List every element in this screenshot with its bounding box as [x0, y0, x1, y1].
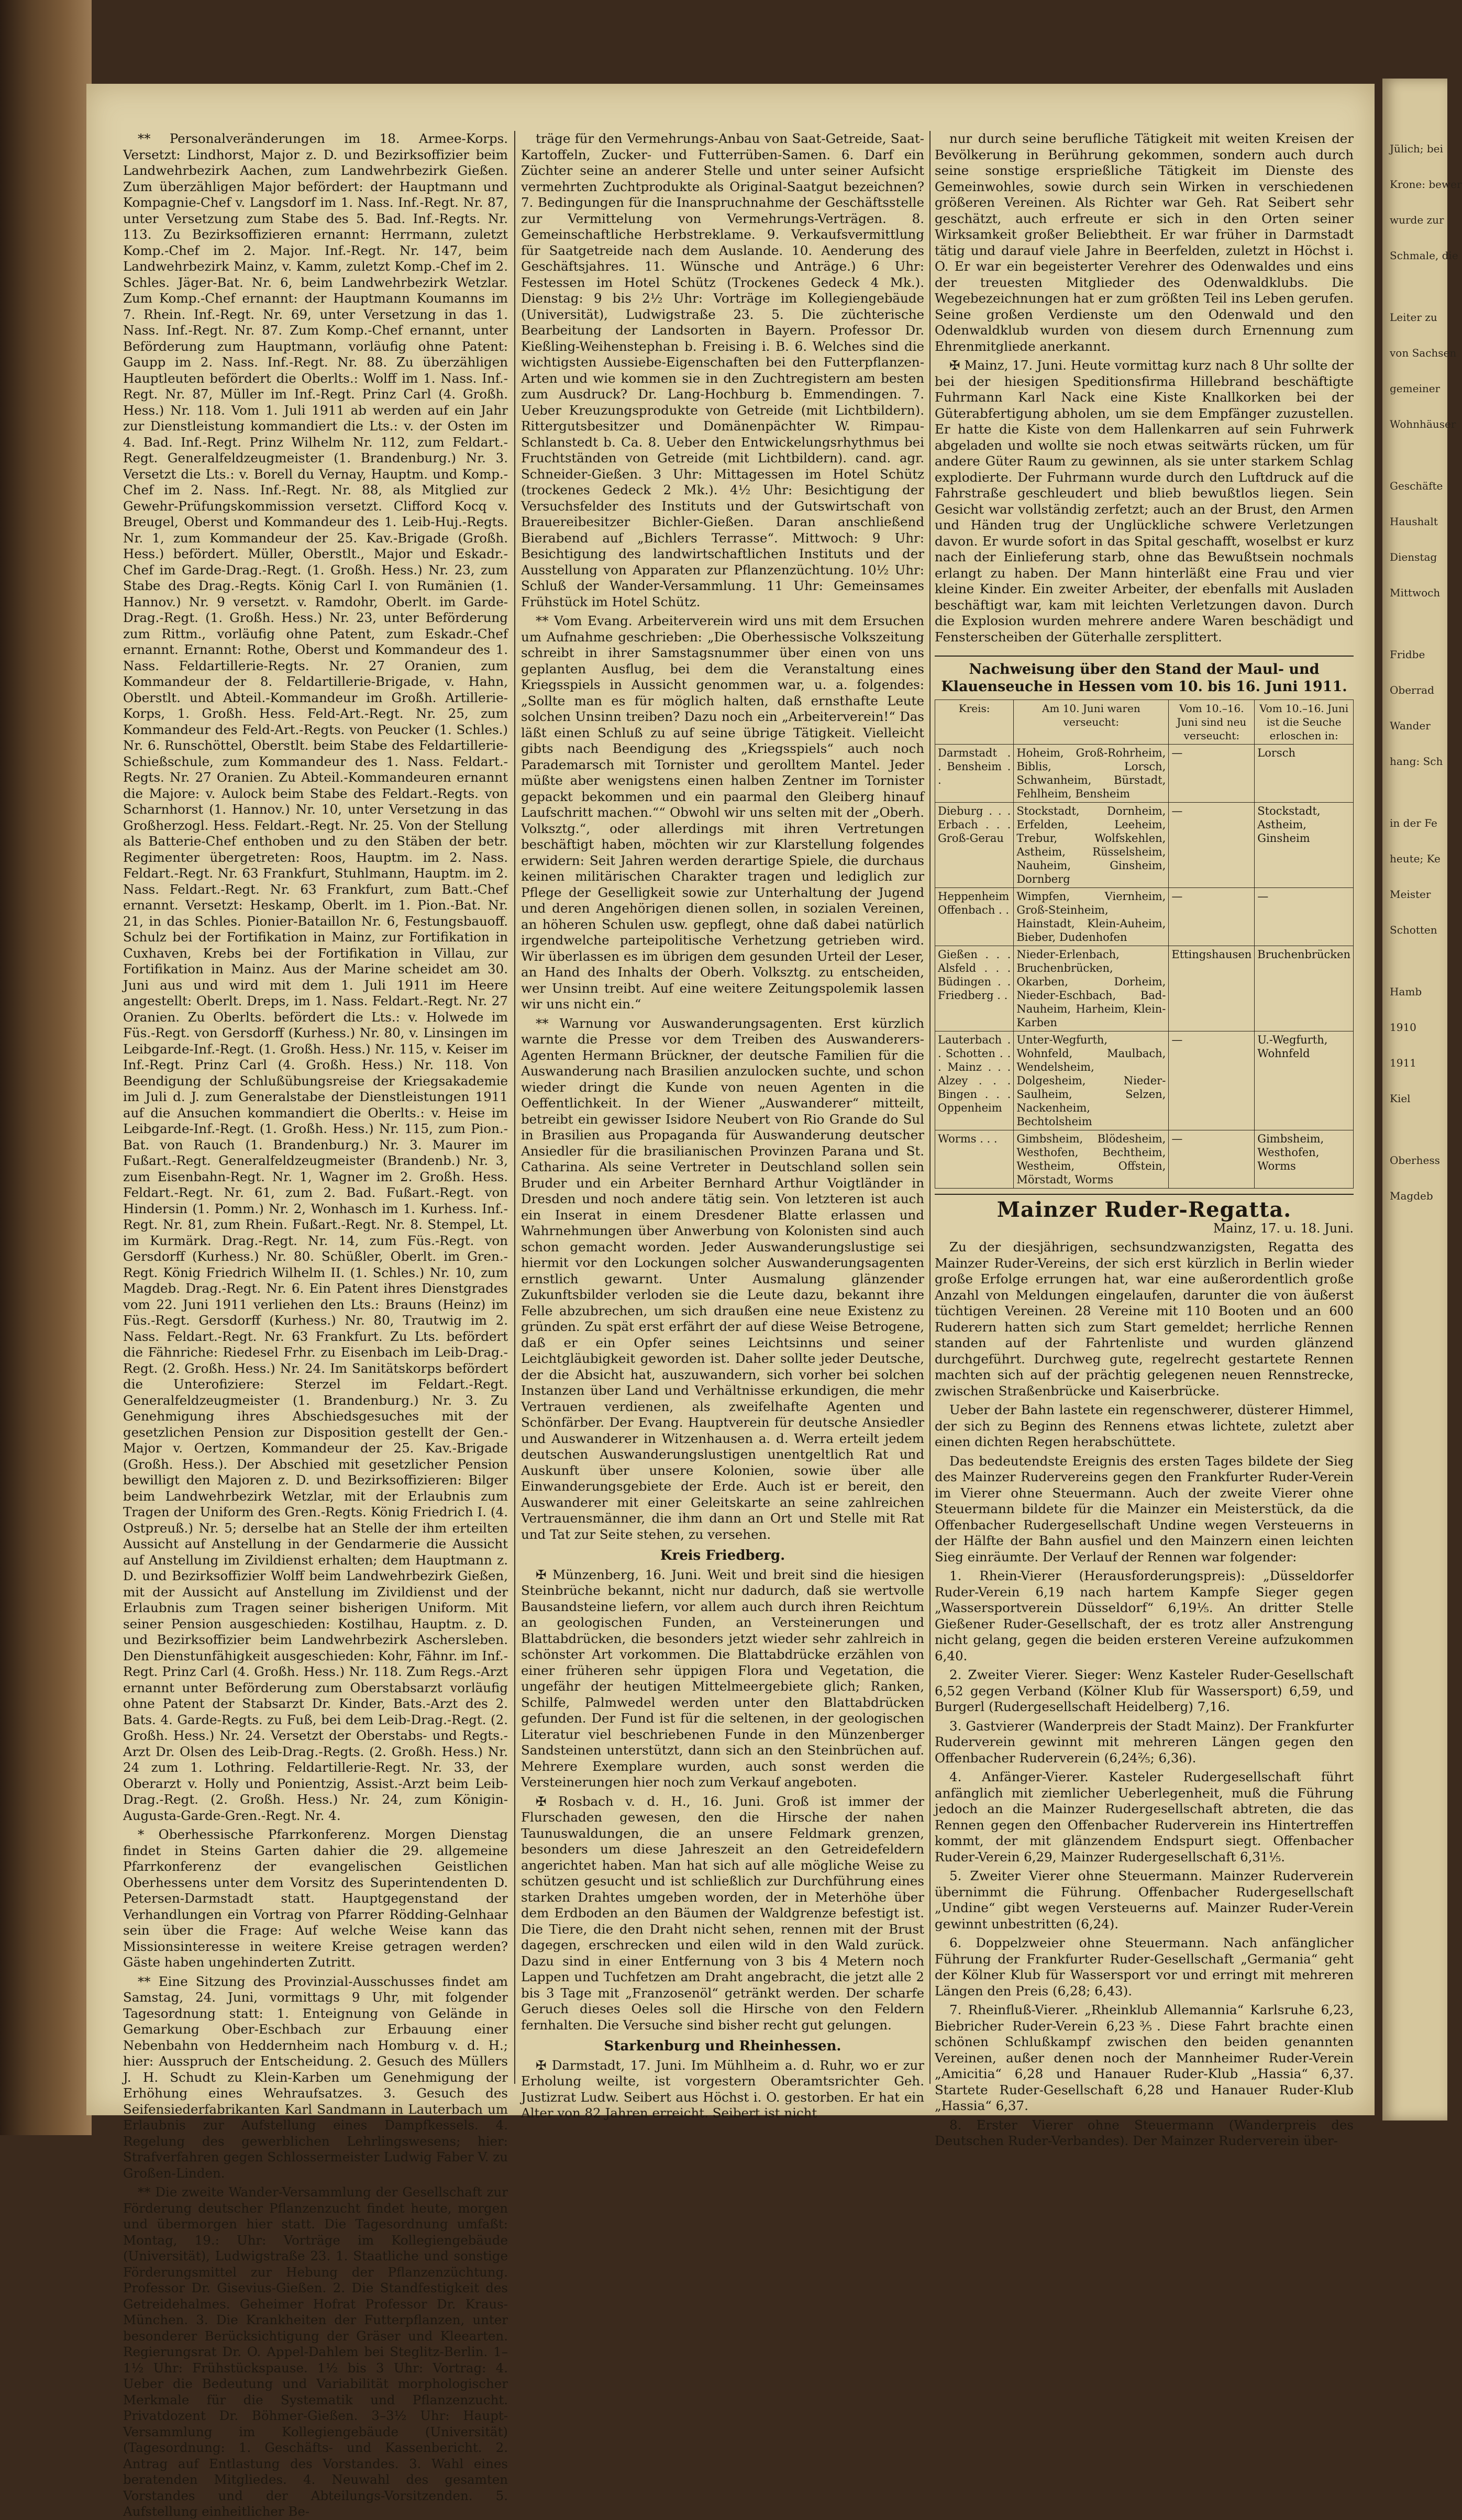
article-regatta: 7. Rheinfluß-Vierer. „Rheinklub Allemannia“ Karlsruhe 6,23, Biebricher Ruder-Verein 6,23⅗. Diese Fahrt brachte einen schönen Schlußkampf zwischen den beiden genannten Vereinen, außer denen noch der Mannheimer Ruder-Verein „Amicitia“ 6,28 und Hanauer Ruder-Klub „Hassia“ 6,37. Startete Ruder-Gesellschaft 6,28 und Hanauer Ruder-Klub „Hassia“ 6,37. — [935, 2002, 1354, 2113]
adjacent-page-line: Jülich; bei — [1390, 142, 1443, 155]
adjacent-page-line: Schotten — [1390, 924, 1437, 936]
table-header: Vom 10.–16. Juni sind neu verseucht: — [1169, 700, 1255, 745]
article-regatta: 1. Rhein-Vierer (Herausforderungspreis): „Düsseldorfer Ruder-Verein 6,19 nach hartem Kampfe Sieger gegen „Wassersportverein Düsseldorf“ 6,19⅕. An dritter Stelle Gießener Ruder-Gesellschaft, der es trotz aller Anstrengung nicht gelang, gegen die beiden ersteren Vereine aufzukommen 6,40. — [935, 1568, 1354, 1663]
adjacent-page-line: Oberrad — [1390, 684, 1434, 696]
table-cell: Gießen . . . Alsfeld . . . Büdingen . . Friedberg . . — [935, 946, 1014, 1031]
table-cell: Stockstadt, Astheim, Ginsheim — [1255, 803, 1354, 888]
article-muenzenberg: ✠ Münzenberg, 16. Juni. Weit und breit sind die hiesigen Steinbrüche bekannt, nicht nur dadurch, daß sie wertvolle Bausandsteine liefern, vor allem auch durch ihren Reichtum an geologischen Funden, an Versteinerungen und Blattabdrücken, die besonders jetzt wieder sehr zahlreich in schönster Art vorkommen. Die Blattabdrücke erzählen von einer früheren sehr üppigen Flora und Vegetation, die ungefähr der heutigen Mittelmeergebiete glich; Ranken, Schilfe, Palmwedel werden unter den Blattabdrücken gefunden. Der Fund ist für die seltenen, in der geologischen Literatur viel beschriebenen Funde in den Münzenberger Sandsteinen unterstützt, dann sich an den Steinbrüchen auf. Mehrere Exemplare wurden, auch sonst werden die Versteinerungen hier noch zum Verkauf angeboten. — [521, 1567, 924, 1790]
table-cell: — — [1169, 1130, 1255, 1189]
table-header: Vom 10.–16. Juni ist die Seuche erloschen in: — [1255, 700, 1354, 745]
column-2 — [521, 131, 924, 2121]
article-regatta: 5. Zweiter Vierer ohne Steuermann. Mainzer Ruderverein übernimmt die Führung. Offenbacher Rudergesellschaft „Undine“ gibt wegen Versteuerns auf. Mainzer Ruder-Verein gewinnt unbestritten (6,24). — [935, 1868, 1354, 1931]
table-row — [935, 803, 1354, 888]
section-heading-kreis-friedberg: Kreis Friedberg. — [660, 1548, 785, 1563]
adjacent-page-line: wurde zur — [1390, 214, 1444, 226]
article-mainz-explosion: ✠ Mainz, 17. Juni. Heute vormittag kurz nach 8 Uhr sollte der bei der hiesigen Speditionsfirma Hillebrand beschäftigte Fuhrmann Karl Nack eine Kiste Knallkorken bei der Güterabfertigung abholen, um sie dem Empfänger zuzustellen. Er hatte die Kiste von dem Hallenkarren auf sein Fuhrwerk abgeladen und wollte sie noch etwas seitwärts rücken, um für andere Güter Raum zu gewinnen, als sie unter starkem Schlag explodierte. Der Fuhrmann wurde durch den Luftdruck auf die Fahrstraße geschleudert und blieb bewußtlos liegen. Sein Gesicht war vollständig zerfetzt; auch an der Brust, den Armen und Händen trug der Unglückliche schwere Verletzungen davon. Er wurde sofort in das Spital geschafft, woselbst er kurz nach der Einlieferung starb, ohne das Bewußtsein nochmals erlangt zu haben. Der Mann hinterläßt eine Frau und vier kleine Kinder. Ein zweiter Arbeiter, der ebenfalls mit Ausladen beschäftigt war, kam mit leichten Verletzungen davon. Durch die Explosion wurden mehrere andere Waren beschädigt und Fensterscheiben der Güterhalle zersplittert. — [935, 358, 1354, 645]
table-cell: — — [1169, 745, 1255, 803]
article-darmstadt: ✠ Darmstadt, 17. Juni. Im Mühlheim a. d. Ruhr, wo er zur Erholung weilte, ist vorgestern Oberamtsrichter Geh. Justizrat Ludw. Seibert aus Höchst i. O. gestorben. Er hat ein Alter von 82 Jahren erreicht. Seibert ist nicht — [521, 2057, 924, 2121]
table-cell: Bruchenbrücken — [1255, 946, 1354, 1031]
section-heading-regatta: Mainzer Ruder-Regatta. — [996, 1197, 1292, 1222]
table-cell: Ettingshausen — [1169, 946, 1255, 1031]
table-cell: Lorsch — [1255, 745, 1354, 803]
article-pfarrkonferenz: * Oberhessische Pfarrkonferenz. Morgen Dienstag findet in Steins Garten dahier die 29. allgemeine Pfarrkonferenz der evangelischen Geistlichen Oberhessens unter dem Vorsitz des Superintendenten D. Petersen-Darmstadt statt. Hauptgegenstand der Verhandlungen ein Vortrag von Pfarrer Rödding-Gelnhaar sein über die Frage: Auf welche Weise kann das Missionsinteresse in weitere Kreise getragen werden? Gäste haben ungehinderten Zutritt. — [123, 1827, 508, 1970]
section-heading-starkenburg: Starkenburg und Rheinhessen. — [604, 2038, 841, 2054]
adjacent-page-edge — [1382, 79, 1462, 2121]
adjacent-page-line: in der Fe — [1390, 817, 1437, 829]
article-darmstadt-cont: nur durch seine berufliche Tätigkeit mit weiten Kreisen der Bevölkerung in Berührung gekommen, sondern auch durch seine sonstige ersprießliche Tätigkeit im Dienste des Gemeinwohles, sowie durch sein Wirken in verschiedenen größeren Vereinen. Als Richter war Geh. Rat Seibert sehr geschätzt, auch erfreute er sich in den Orten seiner Wirksamkeit großer Beliebtheit. Er war früher in Darmstadt tätig und darauf viele Jahre in Beerfelden, zuletzt in Höchst i. O. Er war ein begeisterter Verehrer des Odenwaldes und eins der treuesten Mitglieder des Odenwaldklubs. Die Wegebezeichnungen hat er zum größten Teil ins Leben gerufen. Seine großen Verdienste um den Odenwald und den Odenwaldklub wurden von diesem durch Ernennung zum Ehrenmitgliede anerkannt. — [935, 131, 1354, 354]
adjacent-page-line: Meister — [1390, 888, 1431, 901]
table-cell: Gimbsheim, Westhofen, Worms — [1255, 1130, 1354, 1189]
adjacent-page-line: 1911 — [1390, 1057, 1416, 1069]
table-cell: Dieburg . . . Erbach . . . Groß-Gerau — [935, 803, 1014, 888]
adjacent-page-line: Schmale, die — [1390, 249, 1458, 262]
article-auswanderungsagenten: ** Warnung vor Auswanderungsagenten. Erst kürzlich warnte die Presse vor dem Treiben des Auswanderers-Agenten Hermann Brückner, der deutsche Familien für die Auswanderung nach Brasilien anzulocken suchte, und schon wieder dringt die Kunde von neuen Agenten in die Oeffentlichkeit. In der Wiener „Auswanderer“ mitteilt, betreibt ein gewisser Isidore Neubert von Rio Grande do Sul in Brasilien aus Propaganda für Auswanderung deutscher Ansiedler für die brasilianischen Provinzen Parana und St. Catharina. Als seine Vertreter in Deutschland sollen sein Bruder und ein Arbeiter Bernhard Arthur Voigtländer in Dresden und noch andere tätig sein. Von letzteren ist auch ein Inserat in einem Dresdener Blatte erlassen und Wahrnehmungen über Anwerbung von Kolonisten sind auch schon gemacht worden. Jeder Auswanderungslustige sei hiermit vor den Lockungen solcher Auswanderungsagenten ernstlich gewarnt. Unter Ausmalung glänzender Zukunftsbilder verloden sie die Leute dazu, bekannt ihre Felle abzubrechen, um sich draußen eine neue Existenz zu gründen. Zu spät erst erfährt der auf diese Weise Betrogene, daß er ein Opfer seines Leichtsinns und seiner Leichtgläubigkeit geworden ist. Daher sollte jeder Deutsche, der die Absicht hat, auszuwandern, sich vorher bei solchen Instanzen über Land und Verhältnisse erkundigen, die mehr Vertrauen verdienen, als zweifelhafte Agenten und Schönfärber. Der Evang. Hauptverein für deutsche Ansiedler und Auswanderer in Witzenhausen a. d. Werra erteilt jedem deutschen Auswanderungslustigen unentgeltlich Rat und Auskunft über unsere Kolonien, sowie über alle Einwanderungsgebiete der Erde. Auch ist er bereit, den Auswanderer mit einer Geleitskarte an seine zahlreichen Vertrauensmänner, die ihm dann an Ort und Stelle mit Rat und Tat zur Seite stehen, zu versehen. — [521, 1015, 924, 1542]
column-1 — [123, 131, 508, 2519]
regatta-dateline: Mainz, 17. u. 18. Juni. — [1213, 1220, 1354, 1236]
article-regatta: Ueber der Bahn lastete ein regenschwerer, düsterer Himmel, der sich zu Beginn des Rennens etwas lichtete, zuletzt aber einen dichten Regen herabschüttete. — [935, 1402, 1354, 1449]
table-row — [935, 745, 1354, 803]
adjacent-page-line: Hamb — [1390, 985, 1422, 998]
article-personal: ** Personalveränderungen im 18. Armee-Korps. Versetzt: Lindhorst, Major z. D. und Bezirksoffizier beim Landwehrbezirk Aachen, zum Landwehrbezirk Gießen. Zum überzähligen Major befördert: der Hauptmann und Kompagnie-Chef v. Langsdorf im 1. Nass. Inf.-Regt. Nr. 87, unter Versetzung zum Stabe des 5. Bad. Inf.-Regts. Nr. 113. Zu Bezirksoffizieren ernannt: Herrmann, zuletzt Komp.-Chef im 2. Major. Inf.-Regt. Nr. 147, beim Landwehrbezirk Mainz, v. Kamm, zuletzt Komp.-Chef im 2. Schles. Jäger-Bat. Nr. 6, beim Landwehrbezirk Wetzlar. Zum Komp.-Chef ernannt: der Hauptmann Koumanns im 7. Rhein. Inf.-Regt. Nr. 69, unter Versetzung in das 1. Nass. Inf.-Regt. Nr. 87. Zum Komp.-Chef ernannt, unter Beförderung zum Hauptmann, vorläufig ohne Patent: Gaupp im 2. Nass. Inf.-Regt. Nr. 88. Zu überzähligen Hauptleuten befördert die Oberlts.: Wolff im 1. Nass. Inf.-Regt. Nr. 87, Müller im Inf.-Regt. Prinz Carl (4. Großh. Hess.) Nr. 118. Vom 1. Juli 1911 ab werden auf ein Jahr zur Dienstleistung kommandiert die Lts.: v. der Osten im 4. Bad. Inf.-Regt. Prinz Wilhelm Nr. 112, zum Feldart.-Regt. Generalfeldzeugmeister (1. Brandenburg.) Nr. 3. Versetzt die Lts.: v. Borell du Vernay, Hauptm. und Komp.-Chef im 2. Nass. Inf.-Regt. Nr. 88, als Mitglied zur Gewehr-Prüfungskommission versetzt. Clifford Kocq v. Breugel, Oberst und Kommandeur des 1. Leib-Huj.-Regts. Nr. 1, zum Kommandeur der 25. Kav.-Brigade (Großh. Hess.) befördert. Müller, Oberstlt., Major und Eskadr.-Chef im Garde-Drag.-Regt. (1. Großh. Hess.) Nr. 23, zum Stabe des Drag.-Regts. König Carl I. von Rumänien (1. Hannov.) Nr. 9 versetzt. v. Ramdohr, Oberlt. im Garde-Drag.-Regt. (1. Großh. Hess.) Nr. 23, unter Beförderung zum Rittm., vorläufig ohne Patent, zum Eskadr.-Chef ernannt. Ernannt: Rothe, Oberst und Kommandeur des 1. Nass. Feldartillerie-Regts. Nr. 27 Oranien, zum Kommandeur der 8. Feldartillerie-Brigade, v. Hahn, Oberstlt. und Abteil.-Kommandeur im Großh. Artillerie-Korps, 1. Großh. Hess. Feld-Art.-Regt. Nr. 25, zum Kommandeur des Feld-Art.-Regts. von Peucker (1. Schles.) Nr. 6. Runschöttel, Oberstlt. beim Stabe des Feldartillerie-Schießschule, zum Kommandeur des 1. Nass. Feldart.-Regts. Nr. 27 Oranien. Zu Abteil.-Kommandeuren ernannt die Majore: v. Aulock beim Stabe des Feldart.-Regts. von Scharnhorst (1. Hannov.) Nr. 10, unter Versetzung in das Großherzogl. Hess. Feldart.-Regt. Nr. 25. Von der Stellung als Batterie-Chef enthoben und zu den Stäben der betr. Regimenter übergetreten: Roos, Hauptm. im 2. Nass. Feldart.-Regt. Nr. 63 Frankfurt, Stuhlmann, Hauptm. im 2. Nass. Feldart.-Regt. Nr. 63 Frankfurt, zum Batt.-Chef ernannt. Versetzt: Heskamp, Oberlt. im 1. Pion.-Bat. Nr. 21, in das Schles. Pionier-Bataillon Nr. 6, Festungsbauoff. Schulz bei der Fortifikation in Mainz, zur Fortifikation in Cuxhaven, Krebs bei der Fortifikation in Villau, zur Fortifikation in Mainz. Aus der Marine scheidet am 30. Juni aus und wird mit dem 1. Juli 1911 im Heere angestellt: Oberlt. Dreps, im 1. Nass. Feldart.-Regt. Nr. 27 Oranien. Zu Oberlts. befördert die Lts.: v. Holwede im Füs.-Regt. von Gersdorff (Kurhess.) Nr. 80, v. Linsingen im Leibgarde-Inf.-Regt. (1. Großh. Hess.) Nr. 115, v. Keiser im Inf.-Regt. Prinz Carl (4. Großh. Hess.) Nr. 118. Von Beendigung der Schlußübungsreise der Kriegsakademie im Juli d. J. zum Generalstabe der Dienstleistungen 1911 auf die Ansuchen kommandiert die Oberlts.: v. Heise im Leibgarde-Inf.-Regt. (1. Großh. Hess.) Nr. 115, zum Pion.-Bat. von Rauch (1. Brandenburg.) Nr. 3. Maurer im Fußart.-Regt. Generalfeldzeugmeister (Brandenb.) Nr. 3, zum Eisenbahn-Regt. Nr. 1, Wagner im 2. Großh. Hess. Feldart.-Regt. Nr. 61, zum 2. Bad. Fußart.-Regt. von Hindersin (1. Pomm.) Nr. 2, Wonhasch im 1. Kurhess. Inf.-Regt. Nr. 81, zum Rhein. Fußart.-Regt. Nr. 8. Stempel, Lt. im Kurmärk. Drag.-Regt. Nr. 14, zum Füs.-Regt. von Gersdorff (Kurhess.) Nr. 80. Schüßler, Oberlt. im Gren.-Regt. König Friedrich Wilhelm II. (1. Schles.) Nr. 10, zum Magdeb. Drag.-Regt. Nr. 6. Ein Patent ihres Dienstgrades vom 22. Juni 1911 verliehen den Lts.: Brauns (Heinz) im Füs.-Regt. Gersdorff (Kurhess.) Nr. 80, Trautwig im 2. Nass. Feldart.-Regt. Nr. 63 Frankfurt. Zu Lts. befördert die Fähnriche: Riedesel Frhr. zu Eisenbach im Leib-Drag.-Regt. (2. Großh. Hess.) Nr. 24. Im Sanitätskorps befördert die Unterofiziere: Sterzel im Feldart.-Regt. Generalfeldzeugmeister (1. Brandenburg.) Nr. 3. Zu Genehmigung ihres Abschiedsgesuches mit der gesetzlichen Pension zur Disposition gestellt der Gen.-Major v. Oertzen, Kommandeur der 25. Kav.-Brigade (Großh. Hess.). Der Abschied mit gesetzlicher Pension bewilligt den Majoren z. D. und Bezirksoffizieren: Bilger beim Landwehrbezirk Wetzlar, mit der Erlaubnis zum Tragen der Uniform des Gren.-Regts. König Friedrich I. (4. Ostpreuß.) Nr. 5; derselbe hat an Stelle der ihm erteilten Aussicht auf Anstellung in der Gendarmerie die Aussicht auf Anstellung im Zivildienst erhalten; dem Hauptmann z. D. und Bezirksoffizier Wolff beim Landwehrbezirk Gießen, mit der Aussicht auf Anstellung im Zivildienst und der Erlaubnis zum Tragen seiner bisherigen Uniform. Mit seiner Pension ausgeschieden: Kostilhau, Hauptm. z. D. und Bezirksoffizier beim Landwehrbezirk Aschersleben. Den Dienstunfähigkeit ausgeschieden: Kohr, Fähnr. im Inf.-Regt. Prinz Carl (4. Großh. Hess.) Nr. 118. Zum Regs.-Arzt ernannt unter Beförderung zum Oberstabsarzt vorläufig ohne Patent der Stabsarzt Dr. Kinder, Bats.-Arzt des 2. Bats. 4. Garde-Regts. zu Fuß, bei dem Leib-Drag.-Regt. (2. Großh. Hess.) Nr. 24. Versetzt der Oberstabs- und Regts.-Arzt Dr. Olsen des Leib-Drag.-Regts. (2. Großh. Hess.) Nr. 24 zum 1. Lothring. Feldartillerie-Regt. Nr. 33, der Oberarzt v. Holly und Ponientzig, Assist.-Arzt beim Leib-Drag.-Regt. (2. Großh. Hess.) Nr. 24, zum Königin-Augusta-Garde-Gren.-Regt. Nr. 4. — [123, 131, 508, 1823]
adjacent-page-line: Krone: bewer — [1390, 178, 1462, 191]
table-cell: Hoheim, Groß-Rohrheim, Biblis, Lorsch, Schwanheim, Bürstadt, Fehlheim, Bensheim — [1014, 745, 1169, 803]
adjacent-page-line: Fridbe — [1390, 648, 1425, 661]
adjacent-page-line: Geschäfte — [1390, 480, 1443, 492]
article-regatta: 2. Zweiter Vierer. Sieger: Wenz Kasteler Ruder-Gesellschaft 6,52 gegen Verband (Kölner Klub für Wassersport) 6,59, und Burgerl (Rudergesellschaft Heidelberg) 7,16. — [935, 1667, 1354, 1714]
article-regatta: 6. Doppelzweier ohne Steuermann. Nach anfänglicher Führung der Frankfurter Ruder-Gesellschaft „Germania“ geht der Kölner Klub für Wassersport vor und erringt mit mehreren Längen den Preis (6,28; 6,43). — [935, 1935, 1354, 1999]
article-rosbach: ✠ Rosbach v. d. H., 16. Juni. Groß ist immer der Flurschaden gewesen, den die Hirsche der nahen Taunuswaldungen, die an unsere Feldmark grenzen, besonders um diese Jahreszeit an den Getreidefeldern angerichtet haben. Man hat sich auf alle mögliche Weise zu schützen gesucht und ist schließlich zur Durchführung eines starken Drahtes umgeben worden, der in Meterhöhe über dem Erdboden an den Bäumen der Waldgrenze befestigt ist. Die Tiere, die den Draht nicht sehen, rennen mit der Brust dagegen, erschrecken und eilen wild in den Wald zurück. Dazu sind in einer Entfernung von 3 bis 4 Metern noch Lappen und Tuchfetzen am Draht angebracht, die jetzt alle 2 bis 3 Tage mit „Franzosenöl“ getränkt werden. Der scharfe Geruch dieses Oeles soll die Hirsche von den Feldern fernhalten. Die Versuche sind bisher recht gut gelungen. — [521, 1793, 924, 2033]
table-cell: Stockstadt, Dornheim, Erfelden, Leeheim, Trebur, Wolfskehlen, Astheim, Rüsselsheim, Nauheim, Ginsheim, Dornberg — [1014, 803, 1169, 888]
adjacent-page-line: Kiel — [1390, 1092, 1411, 1105]
seuche-table-title: Nachweisung über den Stand der Maul- und Klauenseuche in Hessen vom 10. bis 16. Juni 1911. — [935, 656, 1354, 695]
adjacent-page-line: Haushalt — [1390, 515, 1438, 528]
article-arbeiterverein: ** Vom Evang. Arbeiterverein wird uns mit dem Ersuchen um Aufnahme geschrieben: „Die Oberhessische Volkszeitung schreibt in ihrer Samstagsnummer über einen von uns geplanten Ausflug, bei dem die Veranstaltung eines Kriegsspiels in Aussicht genommen war, u. a. folgendes: „Sollte man es für möglich halten, daß ernsthafte Leute solchen Unsinn treiben? Dazu noch ein „Arbeiterverein!“ Das läßt einen Schluß zu auf seine übrige Tätigkeit. Vielleicht gibts nach Beendigung des „Kriegsspiels“ auch noch Parademarsch mit Tornister und gerolltem Mantel. Jeder müßte aber wenigstens einen halben Zentner im Tornister gepackt bekommen und ein paarmal den Gleiberg hinauf Laufschritt machen.““ Obwohl wir uns selten mit der „Oberh. Volksztg.“, oder allerdings mit ihren Vertretungen beschäftigt haben, möchten wir zur Klarstellung folgendes erwidern: Seit Jahren werden derartige Spiele, die durchaus keinen militärischen Charakter tragen und lediglich zur Pflege der Geselligkeit sowie zur Unterhaltung der Jugend und deren Angehörigen dienen sollen, in sozialen Vereinen, an höheren Schulen usw. gepflegt, ohne daß dabei natürlich irgendwelche parteipolitische Verhetzung getrieben wird. Wir überlassen es im übrigen dem gesunden Urteil der Leser, an Hand des Inhalts der Oberh. Volksztg. zu entscheiden, wer Unsinn treibt. Auf eine weitere Zeitungspolemik lassen wir uns nicht ein.“ — [521, 613, 924, 1012]
adjacent-page-line: gemeiner — [1390, 382, 1441, 395]
article-regatta: 3. Gastvierer (Wanderpreis der Stadt Mainz). Der Frankfurter Ruderverein gewinnt mit mehreren Längen gegen den Offenbacher Ruderverein (6,24⅖; 6,36). — [935, 1718, 1354, 1766]
table-cell: Unter-Wegfurth, Wohnfeld, Maulbach, Wendelsheim, Dolgesheim, Nieder-Saulheim, Selzen, Nackenheim, Bechtolsheim — [1014, 1031, 1169, 1130]
table-row — [935, 946, 1354, 1031]
adjacent-page-text — [1382, 79, 1462, 1203]
column-3 — [935, 131, 1354, 2148]
table-cell: — — [1169, 1031, 1255, 1130]
divider — [935, 1194, 1354, 1195]
table-header: Kreis: — [935, 700, 1014, 745]
adjacent-page-line: Magdeb — [1390, 1190, 1433, 1202]
table-cell: — — [1169, 803, 1255, 888]
adjacent-page-line: Dienstag — [1390, 551, 1437, 563]
table-header: Am 10. Juni waren verseucht: — [1014, 700, 1169, 745]
column-rule — [514, 131, 515, 2084]
article-regatta: Das bedeutendste Ereignis des ersten Tages bildete der Sieg des Mainzer Rudervereins gegen den Frankfurter Ruder-Verein im Vierer ohne Steuermann. Auch der zweite Vierer ohne Steuermann bildete für die Mainzer ein Meisterstück, da die Offenbacher Rudergesellschaft Undine wegen Versteuerns in der Hälfte der Bahn ausfiel und den Mainzern einen leichten Sieg einräumte. Der Verlauf der Rennen war folgender: — [935, 1453, 1354, 1564]
adjacent-page-line: von Sachsen — [1390, 347, 1457, 359]
table-cell: — — [1169, 888, 1255, 946]
table-cell: Gimbsheim, Blödesheim, Westhofen, Bechtheim, Westheim, Offstein, Mörstadt, Worms — [1014, 1130, 1169, 1189]
article-wander-versammlung: ** Die zweite Wander-Versammlung der Gesellschaft zur Förderung deutscher Pflanzenzucht findet heute, morgen und übermorgen hier statt. Die Tagesordnung umfaßt: Montag, 19.: Uhr: Vorträge im Kollegiengebäude (Universität), Ludwigstraße 23. 1. Staatliche und sonstige Förderungsmittel zur Hebung der Pflanzenzüchtung. Professor Dr. Gisevius-Gießen. 2. Die Standfestigkeit des Getreidehalmes. Geheimer Hofrat Professor Dr. Kraus-München. 3. Die Krankheiten der Futterpflanzen, unter besonderer Berücksichtigung der Gräser und Kleearten. Regierungsrat Dr. O. Appel-Dahlem bei Steglitz-Berlin. 1–1½ Uhr: Frühstückspause. 1½ bis 3 Uhr: Vortrag: 4. Ueber die Bedeutung und Variabilität morphologischer Merkmale für die Systematik und Pflanzenzucht. Privatdozent Dr. Böhmer-Gießen. 3–3½ Uhr: Haupt-Versammlung im Kollegiengebäude (Universität) (Tagesordnung: 1. Geschäfts- und Kassenbericht. 2. Antrag auf Entlastung des Vorstandes. 3. Wahl eines beratenden Mitgliedes. 4. Neuwahl des gesamten Vorstandes und der Abteilungs-Vorsitzenden. 5. Aufstellung einheitlicher Be- — [123, 2184, 508, 2519]
table-row — [935, 888, 1354, 946]
table-cell: Worms . . . — [935, 1130, 1014, 1189]
table-header-row — [935, 700, 1354, 745]
table-cell: — — [1255, 888, 1354, 946]
adjacent-page-line: Oberhess — [1390, 1154, 1440, 1167]
adjacent-page-line: Wander — [1390, 719, 1431, 732]
column-rule — [929, 131, 931, 2084]
table-cell: Nieder-Erlenbach, Bruchenbrücken, Okarben, Dorheim, Nieder-Eschbach, Bad-Nauheim, Harheim, Klein-Karben — [1014, 946, 1169, 1031]
article-regatta: 8. Erster Vierer ohne Steuermann (Wanderpreis des Deutschen Ruder-Verbandes). Der Mainzer Ruderverein über- — [935, 2117, 1354, 2148]
book-spine — [0, 0, 92, 2135]
table-cell: Darmstadt . . Bensheim . . — [935, 745, 1014, 803]
table-cell: U.-Wegfurth, Wohnfeld — [1255, 1031, 1354, 1130]
article-wander-versammlung-cont: träge für den Vermehrungs-Anbau von Saat-Getreide, Saat-Kartoffeln, Zucker- und Futterrüben-Samen. 6. Darf ein Züchter seine an anderer Stelle und unter seiner Aufsicht vermehrten Zuchtprodukte als Original-Saatgut bezeichnen? 7. Bedingungen für die Inanspruchnahme der Geschäftsstelle zur Vermittelung von Vermehrungs-Verträgen. 8. Gemeinschaftliche Herbstreklame. 9. Verkaufsvermittlung für Saatgetreide nach dem Auslande. 10. Aenderung des Geschäftsjahres. 11. Wünsche und Anträge.) 6 Uhr: Festessen im Hotel Schütz (Trockenes Gedeck 4 Mk.). Dienstag: 9 bis 2½ Uhr: Vorträge im Kollegiengebäude (Universität), Ludwigstraße 23. 5. Die züchterische Bearbeitung der Landsorten in Bayern. Professor Dr. Kießling-Weihenstephan b. Freising i. B. 6. Welches sind die wichtigsten Aussiebe-Eigenschaften bei den Futterpflanzen-Arten und wie kommen sie in den Zuchtregistern am besten zum Ausdruck? Dr. Lang-Hochburg b. Emmendingen. 7. Ueber Kreuzungsprodukte von Getreide (mit Lichtbildern). Rittergutsbesitzer und Domänenpächter W. Rimpau-Schlanstedt b. Ca. 8. Ueber den Entwickelungsrhythmus bei Fruchtständen von Getreide (mit Lichtbildern). cand. agr. Schneider-Gießen. 3 Uhr: Mittagessen im Hotel Schütz (trockenes Gedeck 2 Mk.). 4½ Uhr: Besichtigung der Versuchsfelder des Instituts und der Gutswirtschaft von Brauereibesitzer Bichler-Gießen. Daran anschließend Bierabend auf „Bichlers Terrasse“. Mittwoch: 9 Uhr: Besichtigung des landwirtschaftlichen Instituts und der Ausstellung von Apparaten zur Pflanzenzüchtung. 10½ Uhr: Schluß der Wander-Versammlung. 11 Uhr: Gemeinsames Frühstück im Hotel Schütz. — [521, 131, 924, 609]
newspaper-page — [86, 84, 1375, 2519]
adjacent-page-line: 1910 — [1390, 1021, 1416, 1034]
table-row — [935, 1130, 1354, 1189]
adjacent-page-line: Wohnhäuser — [1390, 418, 1456, 430]
table-cell: Heppenheim Offenbach . . — [935, 888, 1014, 946]
article-regatta: Zu der diesjährigen, sechsundzwanzigsten, Regatta des Mainzer Ruder-Vereins, der sich erst kürzlich in Berlin wieder große Erfolge errungen hat, war eine außerordentlich große Anzahl von Meldungen eingelaufen, darunter die von äußerst tüchtigen Vereinen. 28 Vereine mit 110 Booten und an 600 Ruderern hatten sich zum Start gemeldet; herrliche Rennen standen auf der Fahrtenliste und wurden glänzend durchgeführt. Durchweg gute, regelrecht gestartete Rennen machten sich auf der prächtig gelegenen neuen Rennstrecke, zwischen Straßenbrücke und Kaiserbrücke. — [935, 1239, 1354, 1398]
table-cell: Lauterbach . . Schotten . . . Mainz . . . Alzey . . . Bingen . . . Oppenheim — [935, 1031, 1014, 1130]
adjacent-page-line: hang: Sch — [1390, 755, 1443, 768]
article-provinzial-ausschuss: ** Eine Sitzung des Provinzial-Ausschusses findet am Samstag, 24. Juni, vormittags 9 Uhr, mit folgender Tagesordnung statt: 1. Enteignung von Gelände in Gemarkung Ober-Eschbach zur Erbauung einer Nebenbahn von Heddernheim nach Homburg v. d. H.; hier: Ausspruch der Entscheidung. 2. Gesuch des Müllers J. H. Schudt zu Klein-Karben um Genehmigung der Erhöhung eines Wehraufsatzes. 3. Gesuch des Seifensiederfabrikanten Karl Sandmann in Lauterbach um Erlaubnis zur Aufstellung eines Dampfkessels. 4. Regelung des gewerblichen Lehrlingswesens; hier: Strafverfahren gegen Schlossermeister Ludwig Faber V. zu Großen-Linden. — [123, 1973, 508, 2181]
article-regatta: 4. Anfänger-Vierer. Kasteler Rudergesellschaft führt anfänglich mit ziemlicher Ueberlegenheit, muß die Führung jedoch an die Mainzer Rudergesellschaft abtreten, die das Rennen gegen den Offenbacher Ruderverein ins Hintertreffen kommt, der mit glänzendem Endspurt siegt. Offenbacher Ruder-Verein 6,29, Mainzer Rudergesellschaft 6,31⅕. — [935, 1769, 1354, 1864]
adjacent-page-line: heute; Ke — [1390, 852, 1441, 865]
adjacent-page-line: Leiter zu — [1390, 311, 1437, 324]
adjacent-page-line: Mittwoch — [1390, 586, 1441, 599]
seuche-table — [935, 700, 1354, 1189]
table-row — [935, 1031, 1354, 1130]
table-cell: Wimpfen, Viernheim, Groß-Steinheim, Hainstadt, Klein-Auheim, Bieber, Dudenhofen — [1014, 888, 1169, 946]
